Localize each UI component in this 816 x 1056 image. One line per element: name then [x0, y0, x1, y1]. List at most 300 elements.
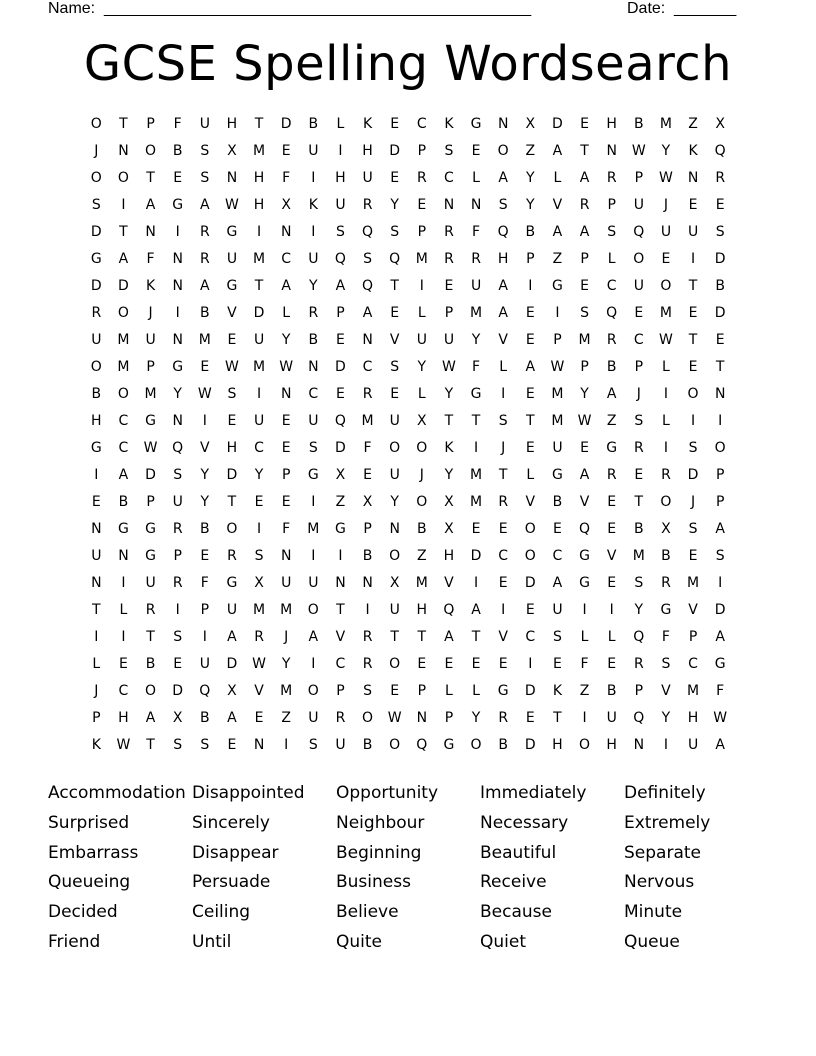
grid-letter[interactable]: G: [497, 683, 510, 699]
grid-letter[interactable]: J: [690, 494, 696, 510]
grid-letter[interactable]: I: [311, 170, 316, 186]
grid-letter[interactable]: E: [525, 305, 536, 321]
grid-letter[interactable]: U: [199, 656, 211, 672]
grid-letter[interactable]: R: [633, 440, 645, 456]
grid-letter[interactable]: J: [419, 467, 425, 483]
grid-letter[interactable]: E: [254, 710, 264, 726]
grid-letter[interactable]: W: [631, 143, 647, 159]
grid-letter[interactable]: O: [660, 278, 672, 294]
grid-letter[interactable]: O: [117, 386, 130, 402]
grid-letter[interactable]: Z: [281, 710, 292, 726]
grid-letter[interactable]: F: [200, 575, 210, 591]
grid-letter[interactable]: Q: [633, 224, 645, 240]
grid-letter[interactable]: P: [417, 683, 427, 699]
grid-letter[interactable]: E: [580, 278, 590, 294]
grid-letter[interactable]: S: [173, 737, 183, 753]
grid-letter[interactable]: D: [470, 548, 482, 564]
grid-letter[interactable]: E: [525, 602, 536, 618]
grid-letter[interactable]: S: [715, 548, 726, 564]
grid-letter[interactable]: A: [145, 197, 156, 213]
grid-letter[interactable]: N: [172, 332, 184, 348]
grid-letter[interactable]: N: [470, 197, 482, 213]
grid-letter[interactable]: E: [553, 656, 563, 672]
grid-letter[interactable]: W: [143, 440, 158, 456]
grid-letter[interactable]: M: [253, 602, 266, 618]
grid-letter[interactable]: Z: [335, 494, 346, 510]
grid-letter[interactable]: U: [281, 575, 292, 591]
grid-letter[interactable]: T: [254, 278, 264, 294]
grid-letter[interactable]: G: [552, 278, 564, 294]
grid-letter[interactable]: A: [715, 737, 726, 753]
grid-letter[interactable]: M: [578, 332, 592, 348]
grid-letter[interactable]: D: [524, 683, 537, 699]
grid-letter[interactable]: I: [419, 278, 425, 294]
grid-letter[interactable]: E: [281, 143, 292, 159]
grid-letter[interactable]: H: [687, 710, 699, 726]
grid-letter[interactable]: O: [389, 548, 401, 564]
grid-letter[interactable]: S: [390, 359, 400, 375]
grid-letter[interactable]: B: [525, 224, 536, 240]
grid-letter[interactable]: N: [308, 359, 320, 375]
grid-letter[interactable]: P: [715, 494, 725, 510]
grid-letter[interactable]: Y: [526, 197, 536, 213]
grid-letter[interactable]: U: [416, 332, 428, 348]
grid-letter[interactable]: A: [118, 251, 129, 267]
grid-letter[interactable]: E: [471, 521, 481, 537]
grid-letter[interactable]: V: [335, 629, 346, 645]
grid-letter[interactable]: X: [715, 116, 726, 132]
grid-letter[interactable]: D: [226, 467, 238, 483]
grid-letter[interactable]: U: [253, 413, 265, 429]
grid-letter[interactable]: U: [226, 602, 238, 618]
grid-letter[interactable]: I: [256, 521, 262, 537]
grid-letter[interactable]: B: [118, 494, 129, 510]
grid-letter[interactable]: L: [499, 359, 508, 375]
grid-letter[interactable]: M: [144, 386, 158, 402]
grid-letter[interactable]: M: [470, 467, 483, 483]
grid-letter[interactable]: H: [416, 602, 428, 618]
grid-letter[interactable]: D: [714, 602, 727, 618]
grid-letter[interactable]: C: [118, 683, 129, 699]
grid-letter[interactable]: A: [308, 629, 319, 645]
grid-letter[interactable]: G: [552, 467, 564, 483]
grid-letter[interactable]: I: [256, 224, 262, 240]
grid-letter[interactable]: S: [607, 224, 617, 240]
grid-letter[interactable]: B: [634, 521, 645, 537]
grid-letter[interactable]: R: [362, 656, 373, 672]
grid-letter[interactable]: Q: [199, 683, 211, 699]
grid-letter[interactable]: G: [606, 440, 618, 456]
grid-letter[interactable]: N: [91, 521, 103, 537]
grid-letter[interactable]: R: [633, 656, 645, 672]
grid-letter[interactable]: T: [471, 413, 481, 429]
grid-letter[interactable]: E: [471, 143, 481, 159]
grid-letter[interactable]: G: [90, 251, 103, 267]
grid-letter[interactable]: N: [416, 710, 428, 726]
grid-letter[interactable]: G: [307, 467, 320, 483]
grid-letter[interactable]: I: [311, 224, 316, 240]
grid-letter[interactable]: W: [387, 710, 403, 726]
grid-letter[interactable]: D: [145, 467, 157, 483]
grid-letter[interactable]: I: [284, 737, 289, 753]
grid-letter[interactable]: F: [580, 656, 590, 672]
grid-letter[interactable]: R: [471, 251, 482, 267]
grid-letter[interactable]: G: [660, 602, 672, 618]
grid-letter[interactable]: U: [253, 332, 265, 348]
grid-letter[interactable]: F: [146, 251, 156, 267]
grid-letter[interactable]: I: [718, 413, 723, 429]
grid-letter[interactable]: O: [117, 305, 130, 321]
grid-letter[interactable]: N: [362, 575, 374, 591]
grid-letter[interactable]: A: [552, 224, 563, 240]
grid-letter[interactable]: A: [227, 710, 238, 726]
grid-letter[interactable]: A: [145, 710, 156, 726]
grid-letter[interactable]: K: [91, 737, 102, 753]
grid-letter[interactable]: I: [94, 467, 99, 483]
grid-letter[interactable]: E: [444, 278, 454, 294]
grid-letter[interactable]: T: [390, 278, 400, 294]
grid-letter[interactable]: Y: [200, 494, 210, 510]
grid-letter[interactable]: O: [145, 683, 157, 699]
grid-letter[interactable]: X: [444, 494, 455, 510]
grid-letter[interactable]: U: [308, 251, 319, 267]
grid-letter[interactable]: S: [254, 548, 264, 564]
grid-letter[interactable]: P: [444, 710, 454, 726]
grid-letter[interactable]: E: [417, 197, 427, 213]
grid-letter[interactable]: E: [498, 656, 509, 672]
grid-letter[interactable]: T: [526, 413, 536, 429]
grid-letter[interactable]: M: [280, 602, 293, 618]
grid-letter[interactable]: P: [281, 467, 291, 483]
grid-letter[interactable]: X: [335, 467, 346, 483]
grid-letter[interactable]: U: [633, 278, 645, 294]
grid-letter[interactable]: C: [281, 251, 292, 267]
grid-letter[interactable]: W: [197, 386, 213, 402]
grid-letter[interactable]: M: [551, 386, 564, 402]
grid-letter[interactable]: S: [173, 629, 183, 645]
grid-letter[interactable]: V: [227, 305, 238, 321]
grid-letter[interactable]: K: [444, 116, 455, 132]
grid-letter[interactable]: X: [281, 197, 292, 213]
grid-letter[interactable]: N: [226, 170, 238, 186]
grid-letter[interactable]: C: [118, 413, 129, 429]
grid-letter[interactable]: I: [311, 548, 316, 564]
grid-letter[interactable]: Y: [254, 467, 264, 483]
grid-letter[interactable]: S: [715, 224, 726, 240]
grid-letter[interactable]: U: [389, 413, 401, 429]
grid-letter[interactable]: E: [525, 440, 536, 456]
grid-letter[interactable]: I: [528, 656, 533, 672]
grid-letter[interactable]: F: [661, 629, 671, 645]
grid-letter[interactable]: Y: [471, 332, 481, 348]
grid-letter[interactable]: E: [173, 656, 183, 672]
grid-letter[interactable]: X: [227, 683, 238, 699]
grid-letter[interactable]: G: [118, 521, 130, 537]
grid-letter[interactable]: S: [200, 143, 210, 159]
grid-letter[interactable]: C: [552, 548, 563, 564]
grid-letter[interactable]: F: [472, 224, 481, 240]
grid-letter[interactable]: W: [713, 710, 728, 726]
grid-letter[interactable]: A: [281, 278, 292, 294]
grid-letter[interactable]: A: [471, 602, 482, 618]
grid-letter[interactable]: U: [335, 197, 347, 213]
grid-letter[interactable]: L: [119, 602, 128, 618]
grid-letter[interactable]: M: [253, 359, 266, 375]
grid-letter[interactable]: R: [227, 548, 238, 564]
grid-letter[interactable]: E: [607, 494, 617, 510]
grid-letter[interactable]: U: [308, 575, 319, 591]
grid-letter[interactable]: V: [498, 629, 509, 645]
grid-letter[interactable]: I: [555, 305, 560, 321]
grid-letter[interactable]: O: [307, 602, 320, 618]
grid-letter[interactable]: U: [443, 332, 455, 348]
grid-letter[interactable]: J: [94, 143, 99, 159]
grid-letter[interactable]: W: [279, 359, 294, 375]
grid-letter[interactable]: O: [497, 143, 510, 159]
grid-letter[interactable]: O: [226, 521, 238, 537]
grid-letter[interactable]: N: [118, 548, 130, 564]
grid-letter[interactable]: S: [444, 143, 454, 159]
grid-letter[interactable]: C: [362, 359, 373, 375]
grid-letter[interactable]: N: [280, 548, 292, 564]
grid-letter[interactable]: J: [284, 629, 289, 645]
grid-letter[interactable]: W: [252, 656, 267, 672]
grid-letter[interactable]: D: [90, 224, 103, 240]
grid-letter[interactable]: I: [690, 413, 696, 429]
grid-letter[interactable]: E: [390, 386, 400, 402]
grid-letter[interactable]: M: [307, 521, 320, 537]
grid-letter[interactable]: O: [470, 737, 483, 753]
grid-letter[interactable]: R: [308, 305, 319, 321]
grid-letter[interactable]: M: [632, 548, 646, 564]
grid-letter[interactable]: P: [173, 548, 183, 564]
grid-letter[interactable]: Q: [633, 629, 645, 645]
grid-letter[interactable]: R: [416, 170, 428, 186]
grid-letter[interactable]: F: [363, 440, 373, 456]
grid-letter[interactable]: S: [308, 440, 319, 456]
grid-letter[interactable]: L: [472, 170, 481, 186]
grid-letter[interactable]: B: [200, 305, 211, 321]
grid-letter[interactable]: V: [389, 332, 400, 348]
grid-letter[interactable]: K: [552, 683, 563, 699]
grid-letter[interactable]: H: [443, 548, 455, 564]
grid-letter[interactable]: E: [390, 305, 400, 321]
grid-letter[interactable]: Y: [526, 170, 536, 186]
grid-letter[interactable]: N: [172, 251, 184, 267]
grid-letter[interactable]: I: [121, 575, 126, 591]
grid-letter[interactable]: W: [225, 359, 240, 375]
grid-letter[interactable]: U: [687, 737, 699, 753]
grid-letter[interactable]: I: [175, 224, 181, 240]
grid-letter[interactable]: C: [498, 548, 509, 564]
grid-letter[interactable]: E: [553, 521, 563, 537]
grid-letter[interactable]: B: [417, 521, 428, 537]
grid-letter[interactable]: M: [470, 494, 483, 510]
grid-letter[interactable]: I: [473, 575, 479, 591]
grid-letter[interactable]: C: [688, 656, 699, 672]
grid-letter[interactable]: O: [117, 170, 130, 186]
grid-letter[interactable]: I: [718, 575, 723, 591]
grid-letter[interactable]: A: [444, 629, 455, 645]
grid-letter[interactable]: U: [552, 602, 564, 618]
grid-letter[interactable]: E: [525, 386, 536, 402]
grid-letter[interactable]: H: [118, 710, 130, 726]
grid-letter[interactable]: C: [444, 170, 455, 186]
grid-letter[interactable]: C: [335, 656, 346, 672]
grid-letter[interactable]: C: [525, 629, 536, 645]
grid-letter[interactable]: I: [365, 602, 371, 618]
grid-letter[interactable]: B: [145, 656, 156, 672]
grid-letter[interactable]: E: [390, 170, 400, 186]
grid-letter[interactable]: B: [362, 548, 373, 564]
grid-letter[interactable]: E: [715, 332, 726, 348]
grid-letter[interactable]: N: [714, 386, 726, 402]
grid-letter[interactable]: S: [173, 467, 183, 483]
grid-letter[interactable]: Q: [606, 305, 618, 321]
grid-letter[interactable]: P: [200, 602, 210, 618]
grid-letter[interactable]: Q: [389, 251, 401, 267]
grid-letter[interactable]: K: [145, 278, 156, 294]
grid-letter[interactable]: H: [552, 737, 564, 753]
grid-letter[interactable]: Y: [661, 710, 671, 726]
grid-letter[interactable]: G: [470, 116, 482, 132]
grid-letter[interactable]: T: [227, 494, 237, 510]
grid-letter[interactable]: M: [361, 413, 375, 429]
grid-letter[interactable]: P: [607, 197, 617, 213]
grid-letter[interactable]: U: [308, 710, 319, 726]
grid-letter[interactable]: U: [687, 224, 699, 240]
grid-letter[interactable]: L: [580, 629, 589, 645]
grid-letter[interactable]: X: [525, 116, 536, 132]
grid-letter[interactable]: A: [362, 305, 373, 321]
grid-letter[interactable]: H: [226, 116, 238, 132]
grid-letter[interactable]: S: [91, 197, 102, 213]
grid-letter[interactable]: N: [172, 278, 184, 294]
grid-letter[interactable]: O: [90, 116, 103, 132]
grid-letter[interactable]: E: [634, 305, 644, 321]
grid-letter[interactable]: T: [417, 629, 427, 645]
grid-letter[interactable]: D: [335, 440, 347, 456]
grid-letter[interactable]: S: [688, 440, 698, 456]
grid-letter[interactable]: B: [200, 521, 211, 537]
grid-letter[interactable]: G: [226, 278, 238, 294]
grid-letter[interactable]: X: [172, 710, 183, 726]
grid-letter[interactable]: Y: [634, 602, 644, 618]
grid-letter[interactable]: A: [200, 197, 211, 213]
grid-letter[interactable]: E: [281, 494, 292, 510]
grid-letter[interactable]: W: [225, 197, 240, 213]
grid-letter[interactable]: Y: [200, 467, 210, 483]
grid-letter[interactable]: G: [226, 575, 238, 591]
grid-letter[interactable]: K: [444, 440, 455, 456]
grid-letter[interactable]: E: [525, 332, 536, 348]
grid-letter[interactable]: U: [91, 548, 102, 564]
grid-letter[interactable]: I: [473, 440, 479, 456]
grid-letter[interactable]: U: [91, 332, 102, 348]
grid-letter[interactable]: E: [715, 197, 726, 213]
grid-letter[interactable]: O: [389, 440, 401, 456]
grid-letter[interactable]: E: [390, 116, 400, 132]
grid-letter[interactable]: Z: [525, 143, 536, 159]
grid-letter[interactable]: E: [634, 467, 644, 483]
grid-letter[interactable]: E: [91, 494, 102, 510]
grid-letter[interactable]: H: [253, 170, 265, 186]
grid-letter[interactable]: V: [498, 332, 509, 348]
grid-letter[interactable]: I: [582, 602, 588, 618]
grid-letter[interactable]: U: [308, 413, 319, 429]
grid-letter[interactable]: T: [146, 629, 156, 645]
grid-letter[interactable]: M: [253, 143, 266, 159]
grid-letter[interactable]: E: [471, 656, 481, 672]
grid-letter[interactable]: E: [525, 710, 536, 726]
grid-letter[interactable]: T: [688, 332, 698, 348]
grid-letter[interactable]: E: [336, 332, 346, 348]
grid-letter[interactable]: V: [579, 494, 590, 510]
grid-letter[interactable]: M: [415, 575, 429, 591]
grid-letter[interactable]: R: [606, 332, 618, 348]
grid-letter[interactable]: G: [470, 386, 482, 402]
grid-letter[interactable]: R: [145, 602, 156, 618]
grid-letter[interactable]: X: [254, 575, 265, 591]
grid-letter[interactable]: P: [92, 710, 102, 726]
grid-letter[interactable]: Z: [552, 251, 563, 267]
grid-letter[interactable]: T: [444, 413, 454, 429]
grid-letter[interactable]: M: [415, 251, 429, 267]
grid-letter[interactable]: I: [175, 602, 181, 618]
grid-letter[interactable]: L: [282, 305, 291, 321]
grid-letter[interactable]: R: [199, 224, 211, 240]
grid-letter[interactable]: J: [94, 683, 99, 699]
grid-letter[interactable]: A: [498, 170, 509, 186]
grid-letter[interactable]: T: [390, 629, 400, 645]
grid-letter[interactable]: B: [606, 683, 617, 699]
grid-letter[interactable]: N: [443, 197, 455, 213]
grid-letter[interactable]: I: [202, 413, 208, 429]
grid-letter[interactable]: Q: [633, 710, 645, 726]
grid-letter[interactable]: T: [688, 278, 698, 294]
grid-letter[interactable]: A: [579, 467, 590, 483]
grid-letter[interactable]: Y: [390, 197, 400, 213]
grid-letter[interactable]: E: [661, 251, 671, 267]
grid-letter[interactable]: E: [688, 305, 698, 321]
grid-letter[interactable]: S: [390, 224, 400, 240]
grid-letter[interactable]: S: [661, 656, 671, 672]
grid-letter[interactable]: M: [253, 251, 266, 267]
grid-letter[interactable]: H: [253, 197, 265, 213]
grid-letter[interactable]: V: [552, 197, 563, 213]
grid-letter[interactable]: Q: [416, 737, 428, 753]
grid-letter[interactable]: U: [172, 494, 184, 510]
grid-letter[interactable]: G: [443, 737, 455, 753]
grid-letter[interactable]: C: [308, 386, 319, 402]
grid-letter[interactable]: U: [606, 710, 618, 726]
grid-letter[interactable]: V: [606, 548, 617, 564]
grid-letter[interactable]: M: [551, 413, 564, 429]
date-field-line[interactable]: _______: [674, 0, 737, 17]
grid-letter[interactable]: O: [145, 143, 157, 159]
grid-letter[interactable]: R: [498, 710, 509, 726]
grid-letter[interactable]: U: [660, 224, 672, 240]
grid-letter[interactable]: W: [116, 737, 131, 753]
grid-letter[interactable]: P: [715, 467, 725, 483]
grid-letter[interactable]: E: [281, 440, 292, 456]
grid-letter[interactable]: U: [389, 602, 401, 618]
grid-letter[interactable]: I: [94, 629, 99, 645]
grid-letter[interactable]: O: [362, 710, 374, 726]
grid-letter[interactable]: S: [634, 413, 644, 429]
grid-letter[interactable]: U: [362, 170, 374, 186]
grid-letter[interactable]: G: [145, 521, 157, 537]
